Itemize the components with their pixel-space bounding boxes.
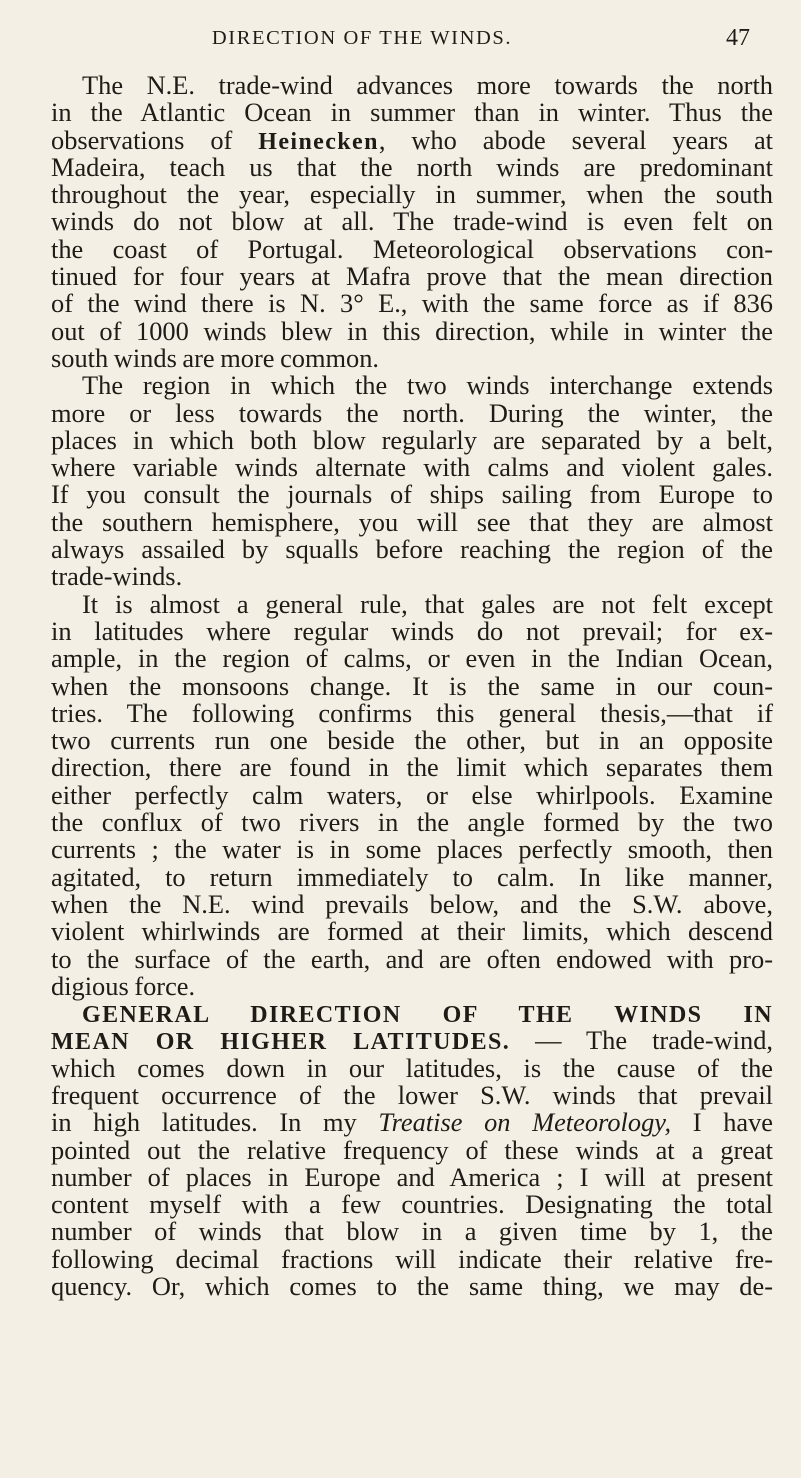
text-line: If you consult the journals of ships sailing from Europe to (51, 479, 773, 510)
text-line: either perfectly calm waters, or else whirlpools. Examine (51, 779, 773, 810)
text-line: in latitudes where regular winds do not prevail; for ex- (51, 615, 773, 646)
text-line: The N.E. trade-wind advances more towards the north (82, 70, 773, 100)
text-line: tries. The following confirms this general thesis,—that if (51, 697, 773, 728)
text-line: which comes down in our latitudes, is the cause of the (51, 1052, 773, 1083)
section-heading-line (51, 1000, 773, 1027)
text-line: of the wind there is N. 3° E., with the same force as if 836 (51, 288, 773, 319)
text-line: ample, in the region of calms, or even in the Indian Ocean, (51, 643, 773, 674)
text-line: currents ; the water is in some places perfectly smooth, then (51, 834, 773, 865)
section-heading-cont: MEAN OR HIGHER LATITUDES. (51, 1029, 511, 1056)
page-header (52, 25, 772, 55)
text-line: to the surface of the earth, and are often endowed with pro- (51, 943, 773, 974)
text-line: always assailed by squalls before reaching the region of the (51, 534, 773, 565)
text-line: quency. Or, which comes to the same thing, we may de- (51, 1271, 773, 1302)
text-line: digious force. (51, 970, 196, 1001)
text-line: trade-winds. (51, 561, 183, 592)
text-line: pointed out the relative frequency of these winds at a great (51, 1134, 773, 1165)
text-line: content myself with a few countries. Designating the total (51, 1189, 773, 1220)
text-line: places in which both blow regularly are separated by a belt, (51, 424, 773, 455)
text-line: the coast of Portugal. Meteorological observations con- (51, 233, 773, 264)
text-line: Madeira, teach us that the north winds are predominant (51, 151, 773, 182)
text-line: when the monsoons change. It is the same in our coun- (51, 670, 773, 701)
text-line: the southern hemisphere, you will see that they are almost (51, 506, 773, 537)
text-line: tinued for four years at Mafra prove that the mean direction (51, 261, 773, 292)
running-title: DIRECTION OF THE WINDS. (211, 27, 513, 49)
text-line: south winds are more common. (51, 342, 380, 373)
text-line: agitated, to return immediately to calm. In like manner, (51, 861, 773, 892)
text-line: violent whirlwinds are formed at their limits, which descend (51, 916, 773, 947)
text-line: winds do not blow at all. The trade-wind is even felt on (51, 206, 773, 237)
text-line: out of 1000 winds blew in this direction, while in winter the (51, 315, 773, 346)
section-heading: GENERAL DIRECTION OF THE WINDS IN (82, 1002, 773, 1029)
book-title: Treatise on Meteorology, (378, 1107, 672, 1138)
text-line: the conflux of two rivers in the angle formed by the two (51, 807, 773, 838)
body-text (51, 72, 773, 1300)
text-line: number of places in Europe and America ; I will at present (51, 1161, 773, 1192)
text-line: where variable winds alternate with calms and violent gales. (51, 452, 773, 483)
page-number: 47 (726, 25, 750, 51)
author-name: Heinecken (258, 128, 379, 155)
text-line: number of winds that blow in a given time by 1, the (51, 1216, 773, 1247)
text-line: when the N.E. wind prevails below, and the S.W. above, (51, 888, 773, 919)
text-line: more or less towards the north. During the winter, the (51, 397, 773, 428)
text-line: observations of Heinecken, who abode several years at (51, 124, 773, 155)
text-line: two currents run one beside the other, but in an opposite (51, 725, 773, 756)
text-line: throughout the year, especially in summer, when the south (51, 179, 773, 210)
text-line: MEAN OR HIGHER LATITUDES. — The trade-wind, (51, 1025, 773, 1056)
text-line: in high latitudes. In my Treatise on Meteorology, I have (51, 1107, 774, 1138)
text-line: frequent occurrence of the lower S.W. winds that prevail (51, 1079, 773, 1110)
text-line: It is almost a general rule, that gales are not felt except (82, 588, 773, 619)
text-line: direction, there are found in the limit which separates them (51, 752, 773, 783)
text-line: in the Atlantic Ocean in summer than in winter. Thus the (51, 97, 773, 128)
text-line: The region in which the two winds interchange extends (82, 370, 773, 401)
text-line: following decimal fractions will indicate their relative fre- (51, 1243, 773, 1274)
